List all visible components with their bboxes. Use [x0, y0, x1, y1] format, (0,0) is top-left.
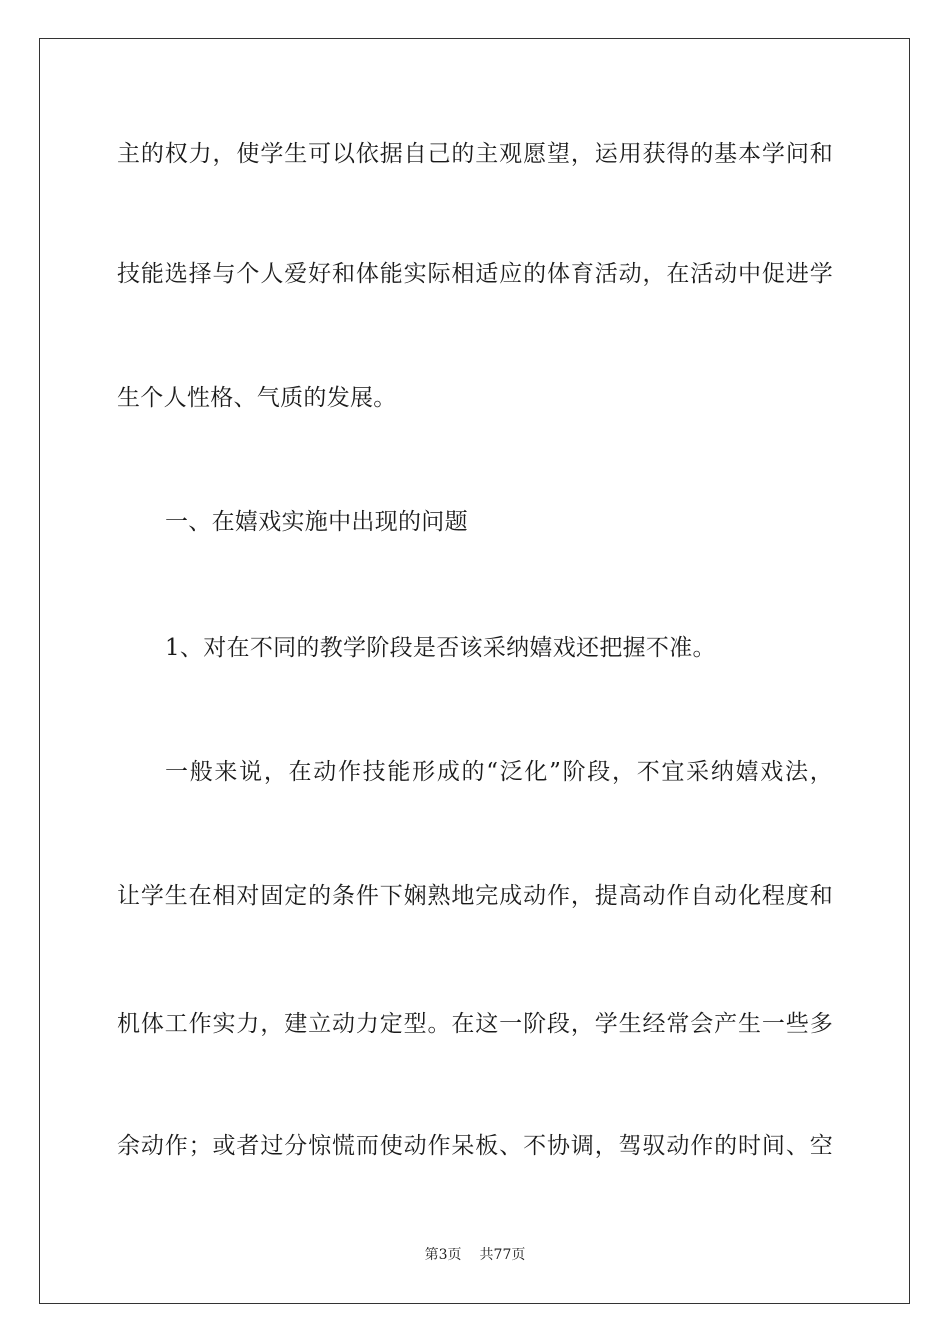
paragraph-line-1: 主的权力，使学生可以依据自己的主观愿望，运用获得的基本学问和 — [117, 141, 833, 167]
page-total: 共77页 — [479, 1247, 526, 1263]
paragraph-line-6: 机体工作实力，建立动力定型。在这一阶段，学生经常会产生一些多 — [117, 1011, 833, 1037]
paragraph-line-2: 技能选择与个人爱好和体能实际相适应的体育活动，在活动中促进学 — [117, 261, 833, 287]
section-heading: 一、在嬉戏实施中出现的问题 — [165, 509, 468, 535]
paragraph-line-3: 生个人性格、气质的发展。 — [117, 385, 397, 411]
paragraph-line-7: 余动作；或者过分惊慌而使动作呆板、不协调，驾驭动作的时间、空 — [117, 1133, 833, 1159]
paragraph-line-4: 一般来说，在动作技能形成的“泛化”阶段，不宜采纳嬉戏法， — [165, 759, 833, 785]
page-footer — [0, 1246, 950, 1264]
paragraph-line-5: 让学生在相对固定的条件下娴熟地完成动作，提高动作自动化程度和 — [117, 883, 833, 909]
subsection-heading: 1、对在不同的教学阶段是否该采纳嬉戏还把握不准。 — [165, 635, 716, 661]
page-number: 第3页 — [424, 1247, 462, 1263]
page-border — [39, 38, 910, 1304]
